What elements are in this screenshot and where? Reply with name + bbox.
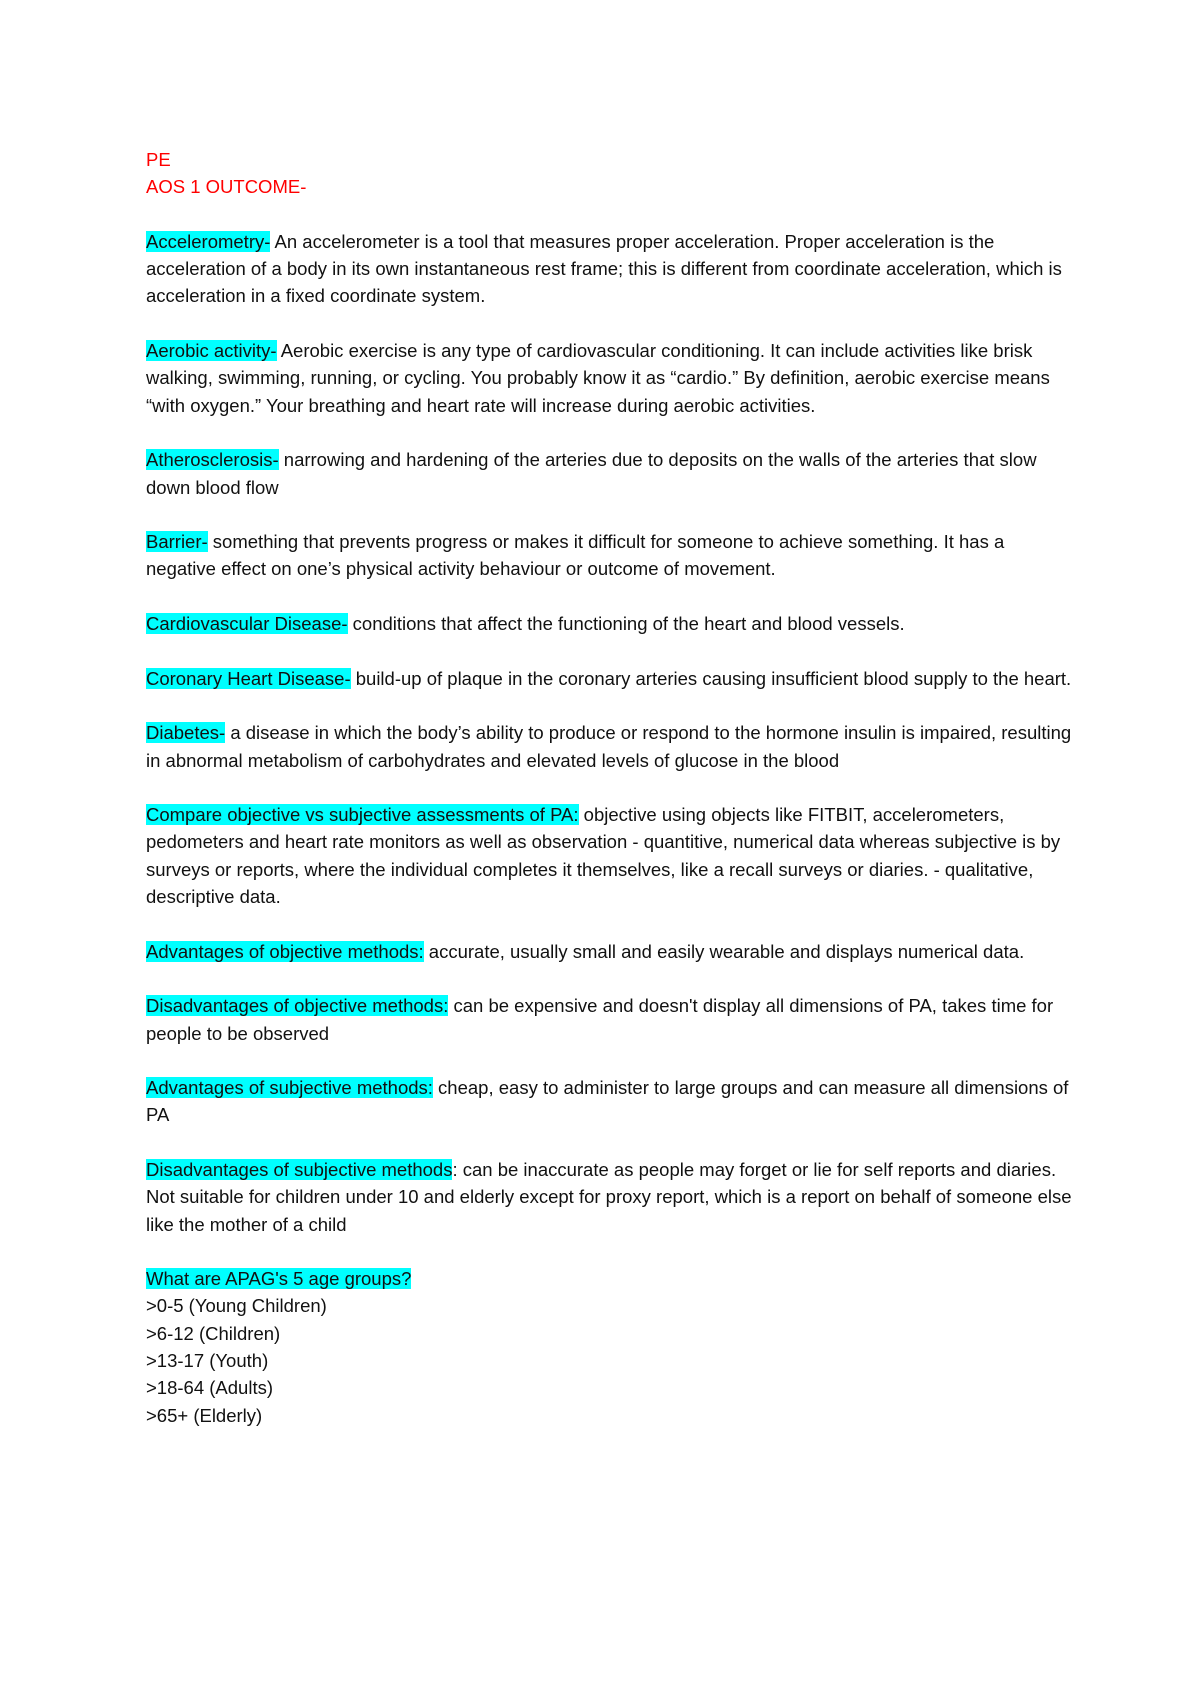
glossary-entry xyxy=(146,610,1076,637)
glossary-definition: a disease in which the body’s ability to produce or respond to the hormone insulin is impaired, resulting in abnormal metabolism of carbohydrates and elevated levels of glucose in the blood xyxy=(146,722,1072,771)
glossary-entry xyxy=(146,1156,1076,1238)
age-groups-section xyxy=(146,1265,1076,1429)
glossary-entry xyxy=(146,801,1076,910)
glossary-entry xyxy=(146,1074,1076,1129)
glossary-definition: narrowing and hardening of the arteries due to deposits on the walls of the arteries that slow down blood flow xyxy=(146,449,1037,498)
glossary-term: Barrier- xyxy=(146,531,208,553)
glossary-definition: objective using objects like FITBIT, accelerometers, pedometers and heart rate monitors as well as observation - quantitive, numerical data whereas subjective is by surveys or reports, where the individual completes it themselves, like a recall surveys or diaries. - qualitative, descriptive data. xyxy=(146,804,1061,908)
glossary-term: Advantages of subjective methods: xyxy=(146,1077,433,1099)
glossary-entry xyxy=(146,228,1076,310)
glossary-term: Cardiovascular Disease- xyxy=(146,613,348,635)
document-title: PE xyxy=(146,149,171,170)
document-subtitle: AOS 1 OUTCOME- xyxy=(146,176,307,198)
list-item: >6-12 (Children) xyxy=(146,1322,281,1344)
glossary-definition: something that prevents progress or makes it difficult for someone to achieve something. It has a negative effect on one’s physical activity behaviour or outcome of movement. xyxy=(146,531,1005,580)
glossary-definition: conditions that affect the functioning of the heart and blood vessels. xyxy=(347,613,905,635)
document-page xyxy=(146,146,1076,1429)
glossary-entry xyxy=(146,337,1076,419)
glossary-entry xyxy=(146,528,1076,583)
glossary-entry xyxy=(146,938,1076,965)
glossary-entry xyxy=(146,992,1076,1047)
glossary-term: Aerobic activity- xyxy=(146,340,277,362)
glossary-term: Diabetes- xyxy=(146,722,226,744)
list-item: >0-5 (Young Children) xyxy=(146,1295,327,1317)
glossary-term: Coronary Heart Disease- xyxy=(146,667,351,689)
glossary-definition: cheap, easy to administer to large groups and can measure all dimensions of PA xyxy=(146,1077,1069,1126)
glossary-definition: : can be inaccurate as people may forget or lie for self reports and diaries. Not suitable for children under 10 and elderly except for proxy report, which is a report on behalf of someone else like the mother of a child xyxy=(146,1158,1072,1235)
glossary-definition: can be expensive and doesn't display all dimensions of PA, takes time for people to be observed xyxy=(146,995,1054,1044)
glossary-term: Accelerometry- xyxy=(146,230,271,252)
glossary-definition: An accelerometer is a tool that measures proper acceleration. Proper acceleration is the acceleration of a body in its own instantaneous rest frame; this is different from coordinate acceleration, which is acceleration in a fixed coordinate system. xyxy=(146,230,1062,307)
glossary-entry xyxy=(146,719,1076,774)
list-item: >13-17 (Youth) xyxy=(146,1350,269,1372)
glossary-definition: build-up of plaque in the coronary arteries causing insufficient blood supply to the heart. xyxy=(350,667,1072,689)
glossary-term: Disadvantages of subjective methods xyxy=(146,1158,453,1180)
glossary-term: Compare objective vs subjective assessments of PA: xyxy=(146,804,579,826)
age-groups-question: What are APAG's 5 age groups? xyxy=(146,1268,412,1290)
age-groups-list xyxy=(146,1292,1076,1428)
list-item: >18-64 (Adults) xyxy=(146,1377,273,1399)
glossary-entry xyxy=(146,446,1076,501)
glossary-entry xyxy=(146,665,1076,692)
glossary-term: Atherosclerosis- xyxy=(146,449,279,471)
glossary-definition: Aerobic exercise is any type of cardiovascular conditioning. It can include activities like brisk walking, swimming, running, or cycling. You probably know it as “cardio.” By definition, aerobic exercise means “with oxygen.” Your breathing and heart rate will increase during aerobic activities. xyxy=(146,340,1050,416)
glossary-term: Advantages of objective methods: xyxy=(146,940,424,962)
list-item: >65+ (Elderly) xyxy=(146,1404,263,1426)
glossary-term: Disadvantages of objective methods: xyxy=(146,995,449,1017)
glossary-definition: accurate, usually small and easily wearable and displays numerical data. xyxy=(423,940,1025,962)
